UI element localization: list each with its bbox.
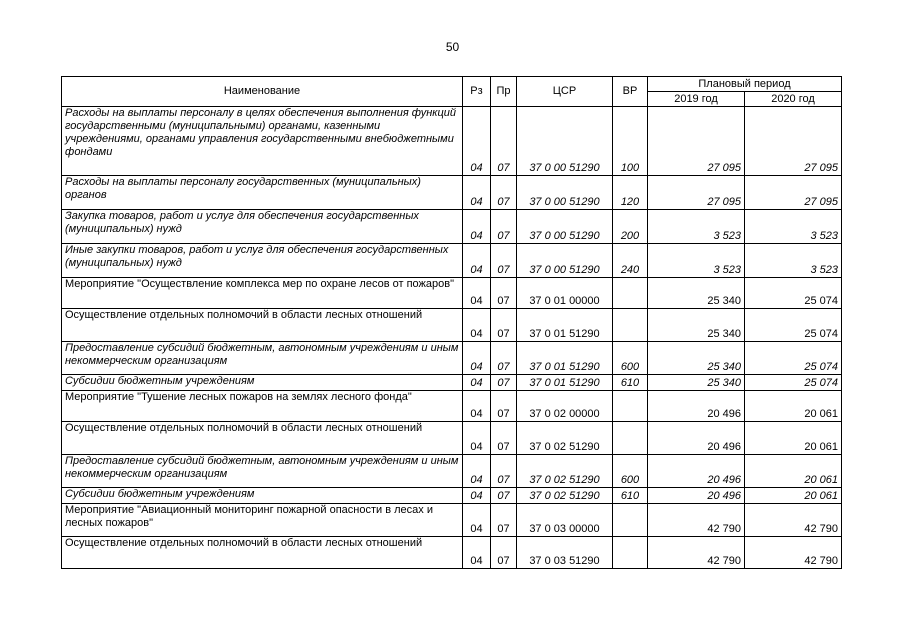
table-row <box>62 244 842 278</box>
row-name: Субсидии бюджетным учреждениям <box>62 488 463 504</box>
row-csr: 37 0 02 51290 <box>517 488 613 504</box>
row-csr: 37 0 01 51290 <box>517 342 613 375</box>
row-pr: 07 <box>491 244 517 278</box>
header-year-2019: 2019 год <box>648 92 745 107</box>
row-pr: 07 <box>491 210 517 244</box>
row-name: Предоставление субсидий бюджетным, автономным учреждениям и иным некоммерческим организациям <box>62 342 463 375</box>
row-csr: 37 0 02 00000 <box>517 391 613 422</box>
row-value-2020: 27 095 <box>745 107 842 176</box>
row-value-2020: 42 790 <box>745 504 842 537</box>
header-vr: ВР <box>613 77 648 107</box>
row-rz: 04 <box>463 210 491 244</box>
row-name: Иные закупки товаров, работ и услуг для обеспечения государственных (муниципальных) нужд <box>62 244 463 278</box>
row-rz: 04 <box>463 504 491 537</box>
row-vr: 600 <box>613 342 648 375</box>
row-value-2020: 3 523 <box>745 210 842 244</box>
table-row <box>62 455 842 488</box>
row-value-2019: 42 790 <box>648 537 745 569</box>
row-value-2020: 25 074 <box>745 278 842 309</box>
table-row <box>62 537 842 569</box>
row-csr: 37 0 00 51290 <box>517 107 613 176</box>
table-row <box>62 342 842 375</box>
row-value-2020: 25 074 <box>745 309 842 342</box>
row-rz: 04 <box>463 342 491 375</box>
row-pr: 07 <box>491 391 517 422</box>
row-value-2020: 20 061 <box>745 391 842 422</box>
row-rz: 04 <box>463 176 491 210</box>
table-row <box>62 375 842 391</box>
row-rz: 04 <box>463 309 491 342</box>
row-value-2020: 3 523 <box>745 244 842 278</box>
table-row <box>62 309 842 342</box>
row-value-2019: 25 340 <box>648 278 745 309</box>
row-pr: 07 <box>491 176 517 210</box>
table-header <box>62 77 842 107</box>
row-csr: 37 0 00 51290 <box>517 244 613 278</box>
row-name: Субсидии бюджетным учреждениям <box>62 375 463 391</box>
row-vr: 610 <box>613 488 648 504</box>
table-row <box>62 278 842 309</box>
row-name: Мероприятие "Тушение лесных пожаров на землях лесного фонда" <box>62 391 463 422</box>
row-rz: 04 <box>463 375 491 391</box>
table-row <box>62 422 842 455</box>
table-row <box>62 107 842 176</box>
row-rz: 04 <box>463 107 491 176</box>
row-name: Мероприятие "Осуществление комплекса мер по охране лесов от пожаров" <box>62 278 463 309</box>
row-vr <box>613 309 648 342</box>
row-value-2019: 3 523 <box>648 210 745 244</box>
row-value-2020: 20 061 <box>745 422 842 455</box>
row-vr: 120 <box>613 176 648 210</box>
row-pr: 07 <box>491 488 517 504</box>
row-csr: 37 0 01 00000 <box>517 278 613 309</box>
row-rz: 04 <box>463 244 491 278</box>
row-value-2019: 20 496 <box>648 422 745 455</box>
row-value-2020: 20 061 <box>745 488 842 504</box>
budget-table <box>61 76 842 569</box>
row-value-2020: 20 061 <box>745 455 842 488</box>
row-value-2019: 27 095 <box>648 176 745 210</box>
row-value-2019: 20 496 <box>648 391 745 422</box>
header-plan-period: Плановый период <box>648 77 842 92</box>
row-value-2019: 20 496 <box>648 488 745 504</box>
row-rz: 04 <box>463 488 491 504</box>
row-pr: 07 <box>491 107 517 176</box>
row-value-2019: 27 095 <box>648 107 745 176</box>
header-rz: Рз <box>463 77 491 107</box>
header-name: Наименование <box>62 77 463 107</box>
row-name: Предоставление субсидий бюджетным, автономным учреждениям и иным некоммерческим организациям <box>62 455 463 488</box>
row-value-2020: 25 074 <box>745 375 842 391</box>
row-vr: 600 <box>613 455 648 488</box>
table-row <box>62 504 842 537</box>
table-row <box>62 176 842 210</box>
row-vr <box>613 537 648 569</box>
row-name: Расходы на выплаты персоналу государственных (муниципальных) органов <box>62 176 463 210</box>
table-body <box>62 107 842 569</box>
row-csr: 37 0 02 51290 <box>517 455 613 488</box>
row-csr: 37 0 01 51290 <box>517 375 613 391</box>
row-csr: 37 0 03 00000 <box>517 504 613 537</box>
row-value-2019: 25 340 <box>648 342 745 375</box>
row-rz: 04 <box>463 455 491 488</box>
row-pr: 07 <box>491 422 517 455</box>
row-name: Осуществление отдельных полномочий в области лесных отношений <box>62 537 463 569</box>
row-pr: 07 <box>491 375 517 391</box>
row-vr <box>613 391 648 422</box>
row-name: Расходы на выплаты персоналу в целях обеспечения выполнения функций государственными (муниципальными) органами, казенными учреждениями, органами управления государственными внебюджетными фондами <box>62 107 463 176</box>
table-row <box>62 488 842 504</box>
row-vr: 610 <box>613 375 648 391</box>
row-pr: 07 <box>491 455 517 488</box>
row-value-2019: 42 790 <box>648 504 745 537</box>
header-year-2020: 2020 год <box>745 92 842 107</box>
row-value-2019: 3 523 <box>648 244 745 278</box>
page-number: 50 <box>445 40 460 54</box>
row-pr: 07 <box>491 342 517 375</box>
row-rz: 04 <box>463 537 491 569</box>
row-csr: 37 0 01 51290 <box>517 309 613 342</box>
row-csr: 37 0 00 51290 <box>517 176 613 210</box>
row-value-2020: 25 074 <box>745 342 842 375</box>
row-name: Осуществление отдельных полномочий в области лесных отношений <box>62 309 463 342</box>
row-value-2019: 25 340 <box>648 375 745 391</box>
header-csr: ЦСР <box>517 77 613 107</box>
row-vr <box>613 278 648 309</box>
row-vr: 200 <box>613 210 648 244</box>
row-rz: 04 <box>463 422 491 455</box>
row-vr <box>613 422 648 455</box>
header-pr: Пр <box>491 77 517 107</box>
row-value-2020: 42 790 <box>745 537 842 569</box>
row-vr <box>613 504 648 537</box>
row-vr: 240 <box>613 244 648 278</box>
row-csr: 37 0 02 51290 <box>517 422 613 455</box>
row-pr: 07 <box>491 309 517 342</box>
row-value-2019: 20 496 <box>648 455 745 488</box>
row-vr: 100 <box>613 107 648 176</box>
row-name: Осуществление отдельных полномочий в области лесных отношений <box>62 422 463 455</box>
row-pr: 07 <box>491 504 517 537</box>
table-row <box>62 391 842 422</box>
row-rz: 04 <box>463 278 491 309</box>
row-pr: 07 <box>491 278 517 309</box>
row-value-2020: 27 095 <box>745 176 842 210</box>
row-name: Закупка товаров, работ и услуг для обеспечения государственных (муниципальных) нужд <box>62 210 463 244</box>
row-name: Мероприятие "Авиационный мониторинг пожарной опасности в лесах и лесных пожаров" <box>62 504 463 537</box>
row-value-2019: 25 340 <box>648 309 745 342</box>
row-csr: 37 0 00 51290 <box>517 210 613 244</box>
row-pr: 07 <box>491 537 517 569</box>
row-rz: 04 <box>463 391 491 422</box>
row-csr: 37 0 03 51290 <box>517 537 613 569</box>
table-row <box>62 210 842 244</box>
